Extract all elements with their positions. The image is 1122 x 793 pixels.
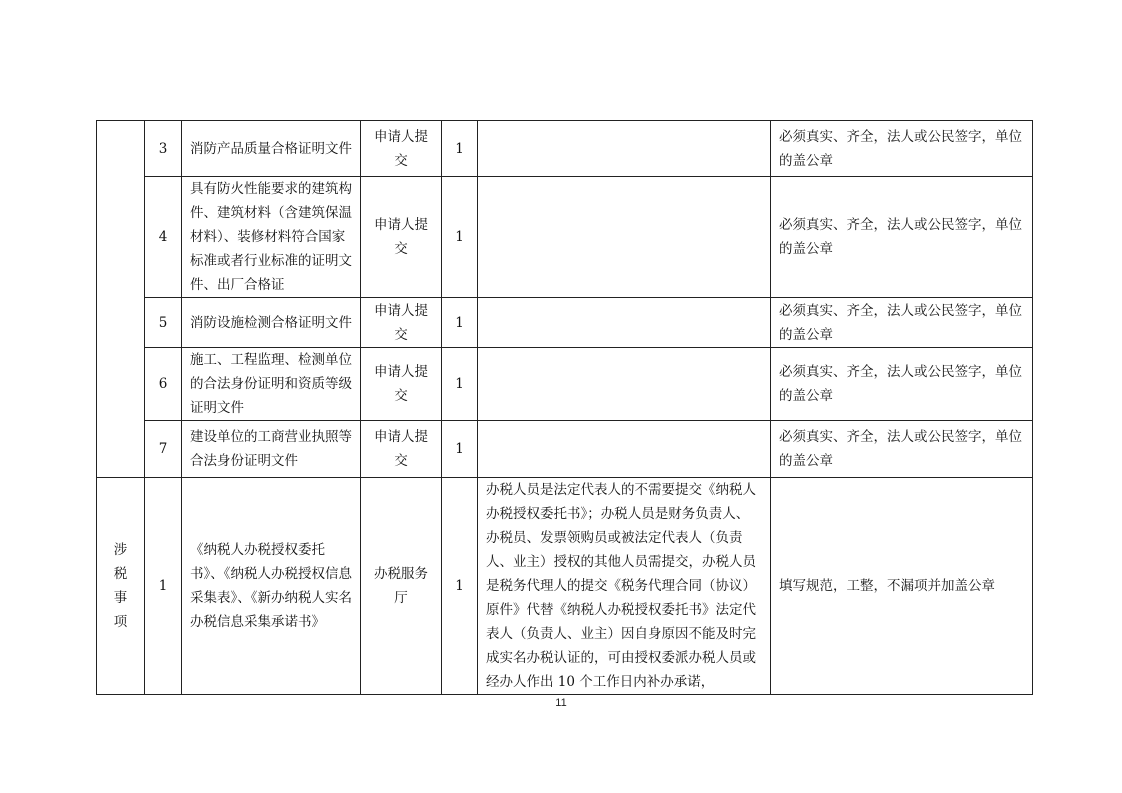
material-description (478, 177, 771, 298)
material-requirement: 必须真实、齐全，法人或公民签字，单位的盖公章 (771, 177, 1033, 298)
material-source: 申请人提交 (361, 121, 442, 177)
material-quantity: 1 (442, 177, 478, 298)
table-row (97, 421, 1033, 478)
category-cell-empty (97, 121, 145, 478)
row-number: 1 (145, 478, 182, 695)
material-quantity: 1 (442, 348, 478, 421)
category-cell: 涉税事项 (97, 478, 145, 695)
material-source: 申请人提交 (361, 348, 442, 421)
material-requirement: 必须真实、齐全，法人或公民签字，单位的盖公章 (771, 298, 1033, 348)
material-requirement: 必须真实、齐全，法人或公民签字，单位的盖公章 (771, 348, 1033, 421)
material-requirement: 填写规范，工整，不漏项并加盖公章 (771, 478, 1033, 695)
table-row (97, 121, 1033, 177)
row-number: 3 (145, 121, 182, 177)
material-quantity: 1 (442, 421, 478, 478)
material-name: 消防设施检测合格证明文件 (182, 298, 361, 348)
material-description: 办税人员是法定代表人的不需要提交《纳税人办税授权委托书》；办税人员是财务负责人、办税员、发票领购员或被法定代表人（负责人、业主）授权的其他人员需提交，办税人员是税务代理人的提交《税务代理合同（协议）原件》代替《纳税人办税授权委托书》法定代表人（负责人、业主）因自身原因不能及时完成实名办税认证的，可由授权委派办税人员或经办人作出 10 个工作日内补办承诺， (478, 478, 771, 695)
material-description (478, 421, 771, 478)
page-number: 11 (555, 697, 567, 709)
material-description (478, 121, 771, 177)
material-quantity: 1 (442, 298, 478, 348)
material-quantity: 1 (442, 478, 478, 695)
material-description (478, 348, 771, 421)
material-description (478, 298, 771, 348)
row-number: 6 (145, 348, 182, 421)
material-requirement: 必须真实、齐全，法人或公民签字，单位的盖公章 (771, 421, 1033, 478)
material-name: 消防产品质量合格证明文件 (182, 121, 361, 177)
row-number: 5 (145, 298, 182, 348)
row-number: 4 (145, 177, 182, 298)
material-source: 申请人提交 (361, 298, 442, 348)
table-row (97, 298, 1033, 348)
material-source: 申请人提交 (361, 421, 442, 478)
material-name: 具有防火性能要求的建筑构件、建筑材料（含建筑保温材料）、装修材料符合国家标准或者行业标准的证明文件、出厂合格证 (182, 177, 361, 298)
table-row (97, 177, 1033, 298)
material-name: 《纳税人办税授权委托书》、《纳税人办税授权信息采集表》、《新办纳税人实名办税信息采集承诺书》 (182, 478, 361, 695)
material-name: 施工、工程监理、检测单位的合法身份证明和资质等级证明文件 (182, 348, 361, 421)
table-row (97, 348, 1033, 421)
material-source: 办税服务厅 (361, 478, 442, 695)
row-number: 7 (145, 421, 182, 478)
material-name: 建设单位的工商营业执照等合法身份证明文件 (182, 421, 361, 478)
table-row (97, 478, 1033, 695)
material-source: 申请人提交 (361, 177, 442, 298)
materials-table (96, 120, 1033, 695)
material-requirement: 必须真实、齐全，法人或公民签字，单位的盖公章 (771, 121, 1033, 177)
material-quantity: 1 (442, 121, 478, 177)
